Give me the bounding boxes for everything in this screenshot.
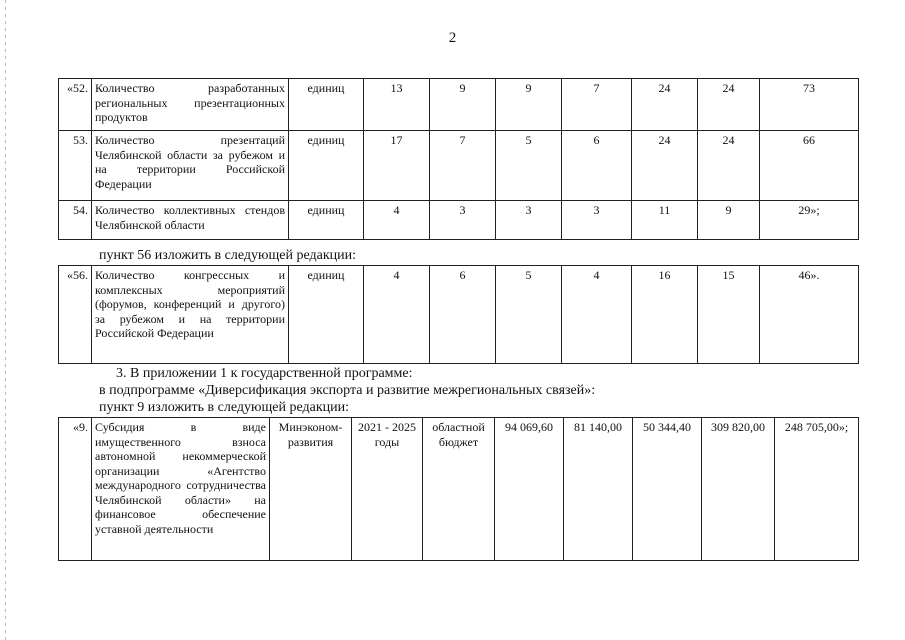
unit-cell: единиц: [289, 79, 364, 131]
instruction-text: пункт 56 изложить в следующей редакции:: [99, 248, 356, 263]
unit-cell: единиц: [289, 201, 364, 240]
value-cell: 4: [364, 201, 430, 240]
value-cell: 4: [364, 266, 430, 364]
value-cell: 3: [562, 201, 632, 240]
value-cell: 24: [698, 131, 760, 201]
total-cell: 73: [760, 79, 859, 131]
value-cell: 17: [364, 131, 430, 201]
total-cell: 66: [760, 131, 859, 201]
value-cell: 11: [632, 201, 698, 240]
value-cell: 13: [364, 79, 430, 131]
amount-cell: 309 820,00: [702, 418, 775, 561]
indicator-name: Количество конгрессных и комплексных мероприятий (форумов, конференций и другого) за рубежом и на территории Российской Федерации: [92, 266, 289, 364]
value-cell: 24: [632, 131, 698, 201]
value-cell: 6: [430, 266, 496, 364]
value-cell: 9: [430, 79, 496, 131]
indicator-name: Количество презентаций Челябинской области за рубежом и на территории Российской Федерации: [92, 131, 289, 201]
amount-cell: 50 344,40: [633, 418, 702, 561]
value-cell: 7: [562, 79, 632, 131]
instruction-text: в подпрограмме «Диверсификация экспорта и развитие межрегиональных связей»:: [99, 383, 596, 398]
executor-cell: Минэконом-развития: [270, 418, 352, 561]
period-cell: 2021 - 2025 годы: [352, 418, 423, 561]
table-row: [59, 266, 859, 364]
row-number: «56.: [59, 266, 92, 364]
amount-cell: 94 069,60: [495, 418, 564, 561]
value-cell: 3: [496, 201, 562, 240]
table-row: [59, 201, 859, 240]
value-cell: 5: [496, 266, 562, 364]
value-cell: 24: [632, 79, 698, 131]
scan-margin-line: [5, 0, 6, 640]
row-number: «9.: [59, 418, 92, 561]
value-cell: 5: [496, 131, 562, 201]
instruction-text: 3. В приложении 1 к государственной программе:: [116, 366, 413, 381]
value-cell: 3: [430, 201, 496, 240]
amount-cell: 81 140,00: [564, 418, 633, 561]
unit-cell: единиц: [289, 266, 364, 364]
indicator-name: Количество разработанных региональных презентационных продуктов: [92, 79, 289, 131]
value-cell: 16: [632, 266, 698, 364]
total-cell: 46».: [760, 266, 859, 364]
subsidy-table: [58, 417, 859, 561]
table-row: [59, 79, 859, 131]
value-cell: 24: [698, 79, 760, 131]
funding-source-cell: областной бюджет: [423, 418, 495, 561]
total-cell: 29»;: [760, 201, 859, 240]
row-number: 54.: [59, 201, 92, 240]
instruction-text: пункт 9 изложить в следующей редакции:: [99, 400, 349, 415]
unit-cell: единиц: [289, 131, 364, 201]
value-cell: 6: [562, 131, 632, 201]
total-amount-cell: 248 705,00»;: [775, 418, 859, 561]
table-row: [59, 131, 859, 201]
value-cell: 9: [496, 79, 562, 131]
value-cell: 15: [698, 266, 760, 364]
row-number: «52.: [59, 79, 92, 131]
page-number: 2: [448, 30, 457, 46]
indicators-table-56: [58, 265, 859, 364]
table-row: [59, 418, 859, 561]
value-cell: 4: [562, 266, 632, 364]
row-number: 53.: [59, 131, 92, 201]
indicator-name: Количество коллективных стендов Челябинской области: [92, 201, 289, 240]
value-cell: 9: [698, 201, 760, 240]
value-cell: 7: [430, 131, 496, 201]
measure-name: Субсидия в виде имущественного взноса автономной некоммерческой организации «Агентство международного сотрудничества Челябинской области» на финансовое обеспечение уставной деятельности: [92, 418, 270, 561]
indicators-table: [58, 78, 859, 240]
